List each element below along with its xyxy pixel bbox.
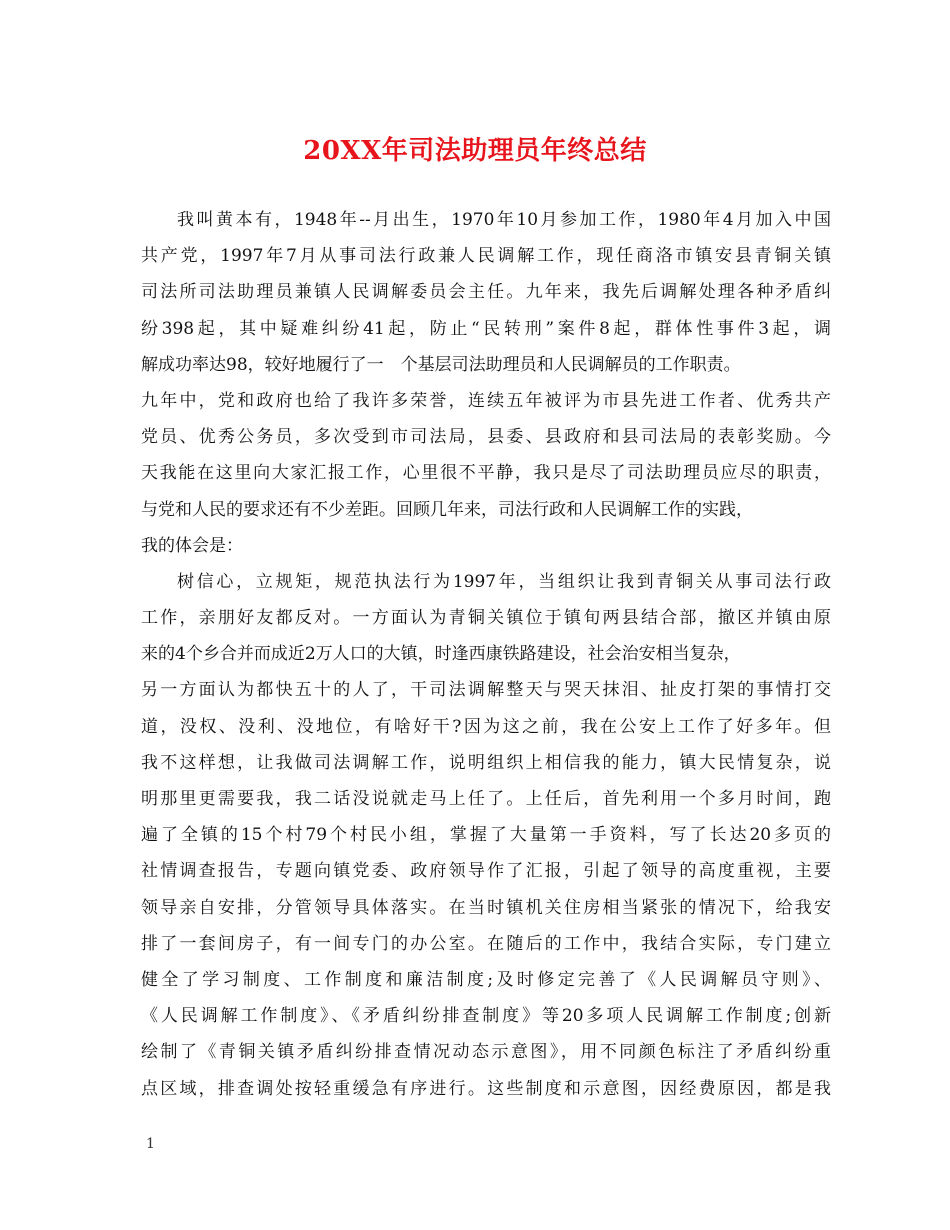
body-line: 领导亲自安排，分管领导具体落实。在当时镇机关住房相当紧张的情况下，给我安	[141, 897, 831, 918]
body-line: 共产党，1997年7月从事司法行政兼人民调解工作，现任商洛市镇安县青铜关镇	[141, 246, 831, 267]
body-line: 我叫黄本有，1948年--月出生，1970年10月参加工作，1980年4月加入中国	[177, 210, 831, 230]
page-number: 1	[146, 1136, 155, 1152]
body-line: 《人民调解工作制度》、《矛盾纠纷排查制度》等20多项人民调解工作制度;创新	[141, 1006, 831, 1027]
body-line: 绘制了《青铜关镇矛盾纠纷排查情况动态示意图》，用不同颜色标注了矛盾纠纷重	[141, 1042, 831, 1063]
body-line: 来的4个乡合并而成近2万人口的大镇，时逢西康铁路建设，社会治安相当复杂，	[141, 644, 741, 665]
body-line: 明那里更需要我，我二话没说就走马上任了。上任后，首先利用一个多月时间，跑	[141, 789, 831, 809]
body-line: 我不这样想，让我做司法调解工作，说明组织上相信我的能力，镇大民情复杂，说	[141, 752, 831, 773]
body-line: 工作，亲朋好友都反对。一方面认为青铜关镇位于镇旬两县结合部，撤区并镇由原	[141, 608, 831, 629]
body-line: 健全了学习制度、工作制度和廉洁制度;及时修定完善了《人民调解员守则》、	[141, 969, 831, 990]
body-line: 我的体会是：	[141, 535, 243, 556]
document-title: 20XX年司法助理员年终总结	[303, 136, 647, 166]
document-body	[141, 202, 831, 1107]
body-line: 社情调查报告，专题向镇党委、政府领导作了汇报，引起了领导的高度重视，主要	[141, 861, 831, 882]
body-line: 树信心，立规矩，规范执法行为1997年，当组织让我到青铜关从事司法行政	[177, 571, 831, 592]
body-line: 另一方面认为都快五十的人了，干司法调解整天与哭天抹泪、扯皮打架的事情打交	[141, 680, 831, 701]
body-line: 排了一套间房子，有一间专门的办公室。在随后的工作中，我结合实际，专门建立	[141, 933, 831, 954]
body-line: 点区域，排查调处按轻重缓急有序进行。这些制度和示意图，因经费原因，都是我	[141, 1078, 831, 1099]
body-line: 与党和人民的要求还有不少差距。回顾几年来，司法行政和人民调解工作的实践，	[141, 499, 753, 520]
body-line: 解成功率达98，较好地履行了一 个基层司法助理员和人民调解员的工作职责。	[141, 354, 741, 375]
body-line: 司法所司法助理员兼镇人民调解委员会主任。九年来，我先后调解处理各种矛盾纠	[141, 282, 831, 303]
body-line: 道，没权、没利、没地位，有啥好干?因为这之前，我在公安上工作了好多年。但	[141, 716, 831, 737]
body-line: 九年中，党和政府也给了我许多荣誉，连续五年被评为市县先进工作者、优秀共产	[141, 390, 831, 411]
body-line: 天我能在这里向大家汇报工作，心里很不平静，我只是尽了司法助理员应尽的职责，	[141, 463, 831, 484]
body-line: 纷398起，其中疑难纠纷41起，防止“民转刑”案件8起，群体性事件3起，调	[141, 318, 831, 339]
body-line: 党员、优秀公务员，多次受到市司法局，县委、县政府和县司法局的表彰奖励。今	[141, 427, 831, 448]
body-line: 遍了全镇的15个村79个村民小组，掌握了大量第一手资料，写了长达20多页的	[141, 825, 831, 846]
